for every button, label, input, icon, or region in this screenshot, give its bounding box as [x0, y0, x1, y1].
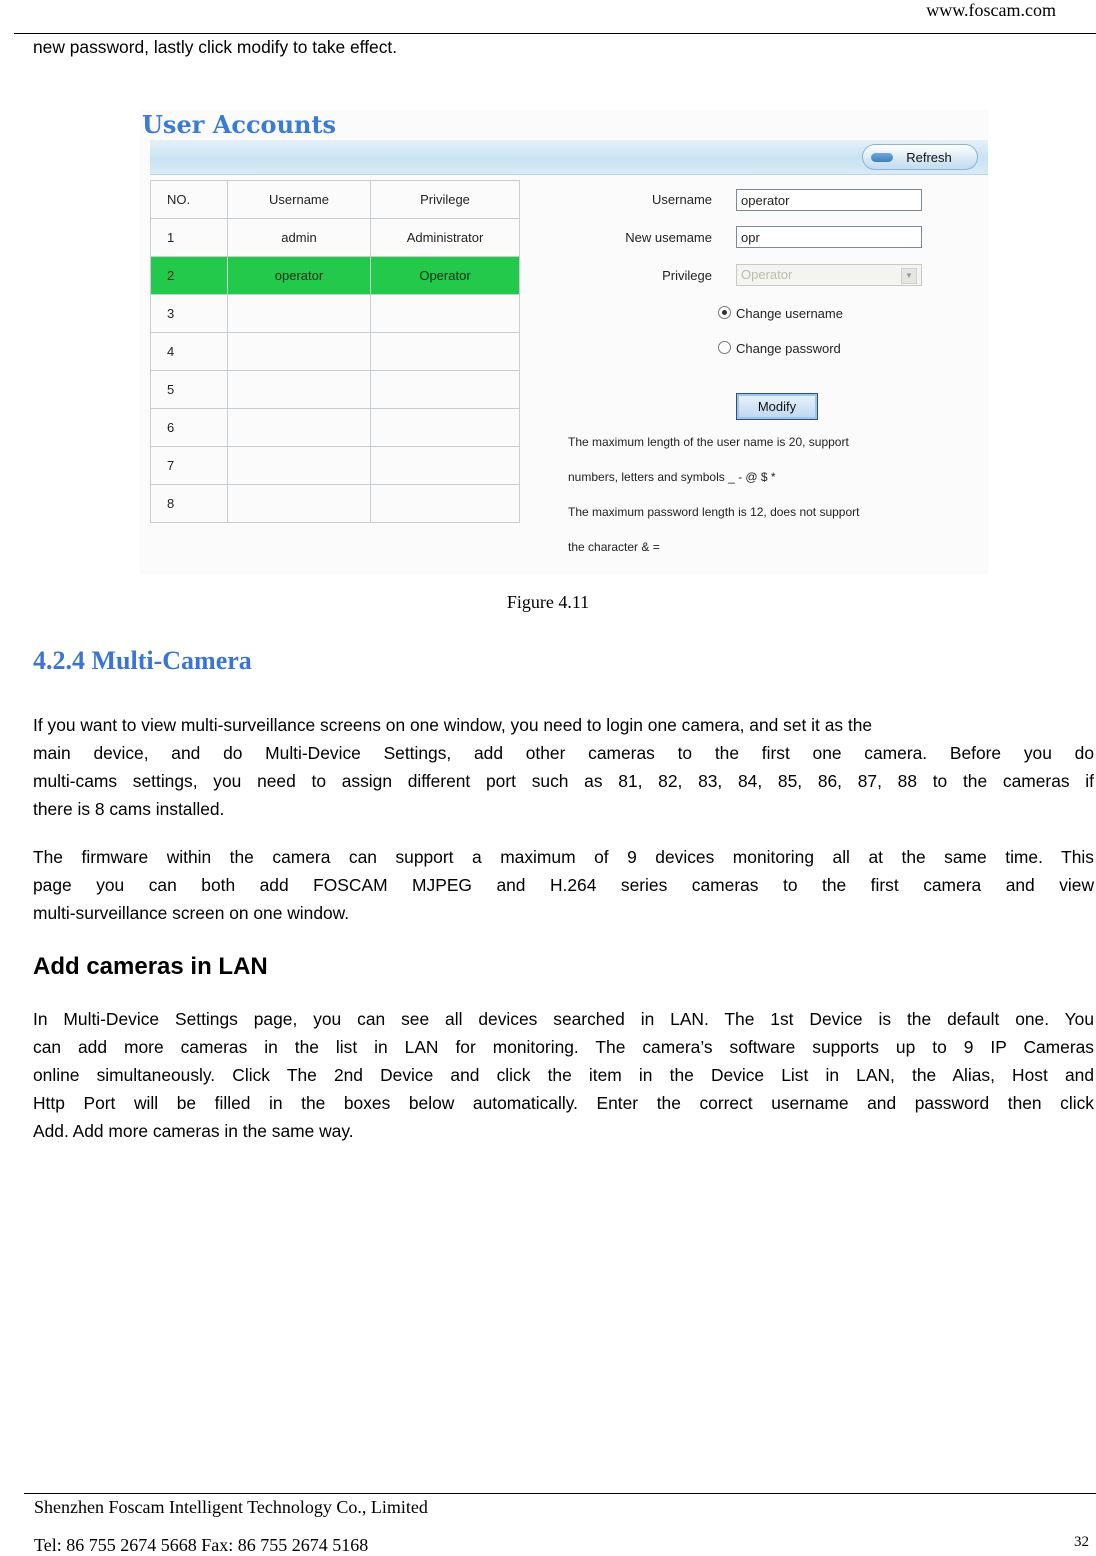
cell-privilege	[371, 409, 520, 447]
cell-username	[228, 485, 371, 523]
username-label: Username	[652, 192, 712, 207]
hint-line: the character & =	[568, 540, 660, 554]
new-username-field[interactable]: opr	[736, 226, 922, 248]
hint-line: The maximum length of the user name is 20, support	[568, 435, 849, 449]
username-field[interactable]: operator	[736, 189, 922, 211]
cell-privilege: Operator	[371, 257, 520, 295]
radio-change-password-label: Change password	[736, 341, 841, 356]
user-accounts-figure	[140, 110, 988, 574]
privilege-select[interactable]	[736, 264, 922, 286]
paragraph-line: main device, and do Multi-Device Settings, add other cameras to the first one camera. Before you do	[33, 743, 1094, 763]
column-header-no: NO.	[151, 181, 228, 219]
column-header-privilege: Privilege	[371, 181, 520, 219]
paragraph-line: page you can both add FOSCAM MJPEG and H.264 series cameras to the first camera and view	[33, 875, 1094, 895]
cell-no: 5	[151, 371, 228, 409]
sub-heading: Add cameras in LAN	[33, 953, 268, 980]
table-row[interactable]	[151, 295, 520, 333]
table-row[interactable]	[151, 219, 520, 257]
cell-username: admin	[228, 219, 371, 257]
intro-text: new password, lastly click modify to take effect.	[33, 37, 398, 57]
refresh-icon	[871, 153, 893, 162]
paragraph-line: The firmware within the camera can support a maximum of 9 devices monitoring all at the same time. This	[33, 847, 1094, 867]
radio-change-password[interactable]	[718, 341, 841, 356]
radio-change-username[interactable]	[718, 306, 843, 321]
cell-privilege	[371, 295, 520, 333]
radio-checked-icon	[718, 306, 731, 319]
modify-button[interactable]: Modify	[736, 393, 818, 420]
paragraph-line: Http Port will be filled in the boxes below automatically. Enter the correct username and password then click	[33, 1093, 1094, 1113]
cell-privilege	[371, 485, 520, 523]
user-accounts-table	[150, 180, 520, 523]
cell-username	[228, 447, 371, 485]
cell-no: 1	[151, 219, 228, 257]
chevron-down-icon: ▼	[901, 268, 917, 284]
cell-privilege: Administrator	[371, 219, 520, 257]
column-header-username: Username	[228, 181, 371, 219]
paragraph-line: multi-cams settings, you need to assign different port such as 81, 82, 83, 84, 85, 86, 87, 88 to the cameras if	[33, 771, 1094, 791]
refresh-button[interactable]	[862, 144, 978, 170]
table-row-selected[interactable]	[151, 257, 520, 295]
paragraph-line: Add. Add more cameras in the same way.	[33, 1121, 354, 1141]
radio-unchecked-icon	[718, 341, 731, 354]
paragraph-line: can add more cameras in the list in LAN for monitoring. The camera’s software supports up to 9 IP Cameras	[33, 1037, 1094, 1057]
cell-username	[228, 409, 371, 447]
header-url: www.foscam.com	[926, 0, 1056, 20]
cell-no: 4	[151, 333, 228, 371]
refresh-label: Refresh	[906, 150, 952, 165]
header-rule	[14, 33, 1096, 34]
cell-no: 2	[151, 257, 228, 295]
hint-line: numbers, letters and symbols _ - @ $ *	[568, 470, 776, 484]
hint-line: The maximum password length is 12, does not support	[568, 505, 860, 519]
cell-no: 7	[151, 447, 228, 485]
footer-rule	[24, 1493, 1096, 1494]
table-row[interactable]	[151, 485, 520, 523]
cell-username: operator	[228, 257, 371, 295]
privilege-label: Privilege	[662, 268, 712, 283]
page-number: 32	[1074, 1534, 1089, 1550]
paragraph-line: multi-surveillance screen on one window.	[33, 903, 350, 923]
table-row[interactable]	[151, 409, 520, 447]
user-accounts-title: User Accounts	[142, 110, 337, 139]
cell-privilege	[371, 333, 520, 371]
table-header-row	[151, 181, 520, 219]
cell-no: 6	[151, 409, 228, 447]
cell-username	[228, 371, 371, 409]
cell-privilege	[371, 371, 520, 409]
figure-caption: Figure 4.11	[506, 592, 590, 612]
radio-change-username-label: Change username	[736, 306, 843, 321]
footer-contact: Tel: 86 755 2674 5668 Fax: 86 755 2674 5168	[34, 1535, 369, 1555]
cell-username	[228, 333, 371, 371]
new-username-label: New usemame	[625, 230, 712, 245]
cell-username	[228, 295, 371, 333]
paragraph-line: there is 8 cams installed.	[33, 799, 225, 819]
cell-no: 8	[151, 485, 228, 523]
privilege-select-value: Operator	[741, 267, 793, 282]
paragraph-line: In Multi-Device Settings page, you can see all devices searched in LAN. The 1st Device is the default one. You	[33, 1009, 1094, 1029]
footer-company: Shenzhen Foscam Intelligent Technology Co., Limited	[34, 1497, 428, 1517]
cell-no: 3	[151, 295, 228, 333]
table-row[interactable]	[151, 371, 520, 409]
paragraph-line: If you want to view multi-surveillance screens on one window, you need to login one camera, and set it as the	[33, 715, 873, 735]
table-row[interactable]	[151, 447, 520, 485]
table-row[interactable]	[151, 333, 520, 371]
section-heading: 4.2.4 Multi-Camera	[33, 646, 252, 675]
paragraph-line: online simultaneously. Click The 2nd Device and click the item in the Device List in LAN, the Alias, Host and	[33, 1065, 1094, 1085]
cell-privilege	[371, 447, 520, 485]
